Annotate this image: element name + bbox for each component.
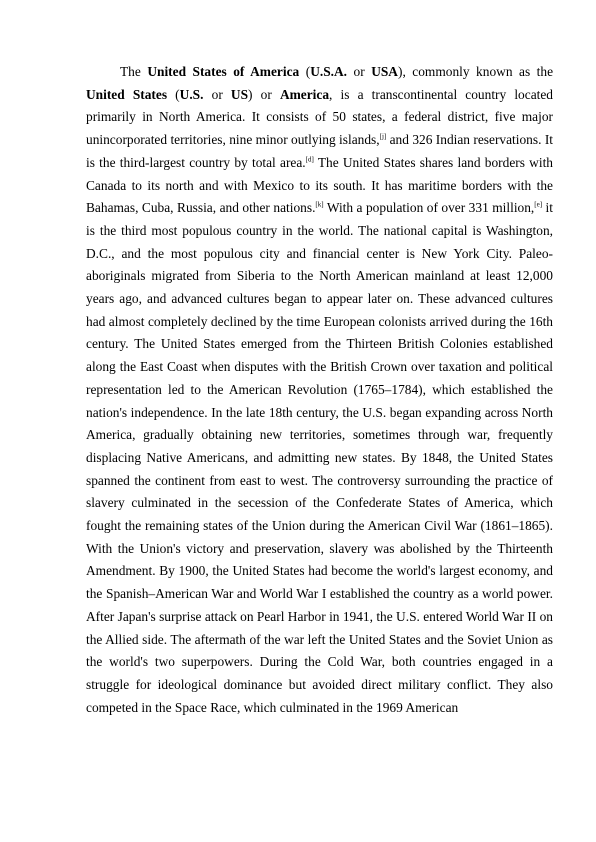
text-run: or bbox=[347, 64, 372, 79]
footnote-ref: [d] bbox=[305, 155, 314, 164]
text-run: and 326 Indian reservations. It is the third-largest country by total area. bbox=[86, 132, 553, 170]
footnote-ref: [e] bbox=[534, 200, 543, 209]
text-run: it is the third most populous country in the world. The national capital is Washington, D.C., and the most populous city and financial center is New York City. Paleo-aboriginals migrated from Siberia to the North American mainland at least 12,000 years ago, and advanced cultures began to appear later on. These advanced cultures had almost completely declined by the time European colonists arrived during the 16th century. The United States emerged from the Thirteen British Colonies established along the East Coast when disputes with the British Crown over taxation and political representation led to the American Revolution (1765–1784), which established the nation's independence. In the late 18th century, the U.S. began expanding across North America, gradually obtaining new territories, sometimes through war, frequently displacing Native Americans, and admitting new states. By 1848, the United States spanned the continent from east to west. The controversy surrounding the practice of slavery culminated in the secession of the Confederate States of America, which fought the remaining states of the Union during the American Civil War (1861–1865). With the Union's victory and preservation, slavery was abolished by the Thirteenth Amendment. By 1900, the United States had become the world's largest economy, and the Spanish–American War and World War I established the country as a world power. After Japan's surprise attack on Pearl Harbor in 1941, the U.S. entered World War II on the Allied side. The aftermath of the war left the United States and the Soviet Union as the world's two superpowers. During the Cold War, both countries engaged in a struggle for ideological dominance but avoided direct military conflict. They also competed in the Space Race, which culminated in the 1969 American bbox=[86, 200, 553, 715]
text-run: ), commonly known as the bbox=[397, 64, 554, 79]
text-run: or bbox=[203, 86, 231, 102]
body-paragraph bbox=[86, 61, 553, 719]
text-run: The United States shares land borders with Canada to its north and with Mexico to its south. It has maritime borders with the Bahamas, Cuba, Russia, and other nations. bbox=[86, 154, 553, 216]
bold-term: U.S.A. bbox=[310, 64, 348, 79]
bold-term: USA bbox=[371, 64, 398, 79]
footnote-ref: [k] bbox=[315, 200, 324, 209]
text-run: ( bbox=[167, 86, 180, 102]
bold-term: United States bbox=[86, 86, 168, 102]
footnote-ref: [j] bbox=[379, 132, 387, 141]
bold-term: America bbox=[279, 86, 330, 102]
bold-term: U.S. bbox=[179, 86, 204, 102]
text-run: ) or bbox=[248, 86, 280, 102]
text-run: ( bbox=[299, 64, 311, 79]
bold-term: US bbox=[230, 86, 249, 102]
bold-term: United States of America bbox=[147, 64, 300, 79]
text-run: With a population of over 331 million, bbox=[323, 200, 535, 216]
text-run: The bbox=[120, 64, 148, 79]
text-run: , is a transcontinental country located primarily in North America. It consists of 50 states, a federal district, five major unincorporated territories, nine minor outlying islands, bbox=[86, 86, 553, 148]
